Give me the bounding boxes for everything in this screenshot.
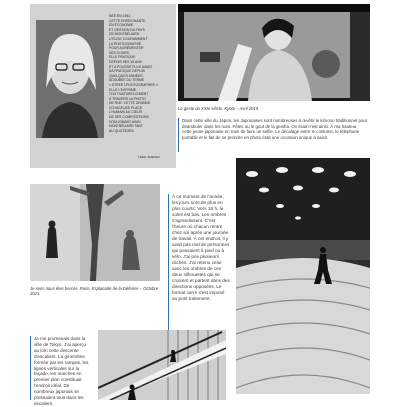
bio-line: ELLE PRATIQUE (109, 55, 136, 60)
author-portrait (36, 20, 104, 138)
bio-line: NÉE EN 1962, (109, 14, 132, 18)
paris-photo (30, 184, 160, 281)
bio-line: AU QUOTIDIEN. (109, 128, 135, 133)
paris-text: À ce moment de l'année, les jours sont de plus en plus courts. Vers 18 h, le soleil est bas. Les ombres s'agrandissent. C'est l'heure où chacun rentre chez soi après une journée de travail. À cet endroit, il y avait pas mal de personnes qui passaient à pied ou à vélo. J'ai pris plusieurs clichés. J'ai retenu celui avec les ombres de ces deux silhouettes qui se croisent et partent dans des directions opposées. Le format carré s'est imposé au post traitement. (172, 194, 230, 301)
bio-line: VOYAGEUSE PLACE (109, 105, 143, 110)
bio-line: POUR AGRÉMENTER (109, 46, 144, 51)
bio-line: ELLE L'EXPRIME (109, 87, 137, 92)
photo-credit: FRED JIMENEZ (138, 155, 160, 159)
bio-line: DEPUIS SES 18 ANS (109, 59, 142, 64)
tokyo-text: Je me promenais dans la ville de Tokyo. J'ai aperçu au loin cette descente d'escaliers. La géométrie formée par les rampes, les lignes verticales sur la façade, les marches en premier plan constituait l'endroit idéal. De nombreux japonais se pressaient tous dans les escaliers. (34, 336, 89, 406)
bio-line: L'HUMAIN AU CŒUR (109, 110, 143, 115)
bio-line: LA PHOTOGRAPHIE (109, 41, 142, 46)
bio-line: EN ÉCONOMIE (109, 23, 134, 28)
kyoto-photo (178, 4, 370, 101)
bio-line: ET A POUSSÉ PLUS AVANT (109, 64, 153, 69)
bio-line: DE MONTBÉLIARD (109, 32, 140, 37)
paris-caption: Je sens nous êtes bercés. Paris, Esplanade de la Défense – Octobre 2021. (30, 286, 159, 297)
bio-line: ADOUBÉE DU TERME (109, 78, 145, 83)
stairs-photo (98, 330, 226, 400)
bio-line: SES COURS. (109, 50, 130, 55)
bio-line: QUELQUES ANNÉES. (109, 73, 144, 78)
bio-line: SA PRATIQUE DEPUIS (109, 69, 145, 74)
kyoto-caption: Le geste du XXIe siècle. Kyoto – Avril 2019. (178, 106, 260, 111)
bio-line: DE SES COMPOSITIONS (109, 115, 149, 120)
bio-line: UTILISE COURAMMENT (109, 36, 148, 41)
bio-line: DE RUE. CETTE GRANDE (109, 101, 151, 106)
bio-line: TOUT NATURELLEMENT (109, 92, 149, 97)
bio-text (109, 14, 173, 133)
bio-line: MONTBÉLIARD TANT (109, 124, 143, 129)
bio-line: « STREET-PHOTOGRAPHER » (109, 82, 158, 87)
kyoto-rule (178, 118, 179, 152)
tokyo-rule (30, 336, 31, 400)
paris-rule (168, 194, 169, 342)
station-photo (236, 158, 370, 394)
bio-line: ET GESTION DU PAYS (109, 27, 145, 32)
bio-line: CETTE ENSEIGNANTE (109, 18, 146, 23)
kyoto-text: Dans cette ville du Japon, les Japonaises sont nombreuses à revêtir le kimono traditionnel pour déambuler dans les rues. Fêtes ou le gout de la geisha. On lisait n'est ainsi. À ma hauteur, cette jeune japonaise en train de faire un selfie. Le décalage entre le costume, le téléphone portable et le fait de se prendre en photo était une occasion unique à saisir. (182, 118, 368, 140)
bio-line: À TRAVERS LA PHOTO (109, 96, 146, 101)
bio-line: SOULIGNANT AINSI (109, 119, 141, 124)
